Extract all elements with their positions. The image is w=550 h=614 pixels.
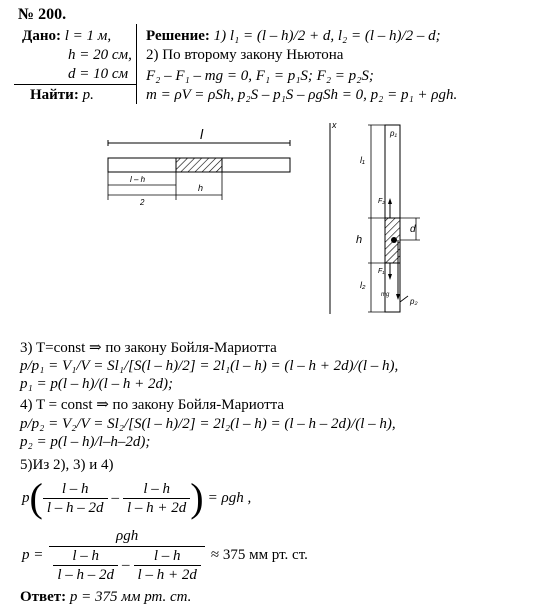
formula2-denominator (49, 546, 204, 584)
problem-number: № 200. (18, 6, 67, 23)
right-label-l2: l₂ (360, 280, 366, 290)
formula2-f1-den: l – h – 2d (53, 565, 118, 584)
vertical-tube-figure (318, 118, 430, 318)
left-label-h: h (198, 183, 204, 193)
right-label-p2: p₂ (410, 297, 418, 306)
formula1-p: p (22, 490, 30, 506)
right-label-l1: l₁ (360, 155, 365, 165)
given-d: d = 10 см (68, 66, 129, 82)
formula1-f2-den: l – h + 2d (123, 498, 190, 517)
formula2-f2-num: l – h (153, 547, 181, 564)
solution-line-1 (146, 27, 441, 45)
answer-label: Ответ: (20, 589, 67, 605)
solution-line-3: F₂ – F₁ – mg = 0, F₁ = p₁S; F₂ = p₂S; (146, 68, 374, 84)
right-label-F1: F₁ (378, 268, 385, 275)
given-h: h = 20 см, (68, 47, 132, 63)
left-label-l: l (200, 126, 204, 142)
formula1-right-paren: ) (190, 475, 204, 520)
right-label-p1: p₁ (390, 129, 397, 138)
formula2-top: ρgh (116, 527, 139, 544)
find-line (30, 86, 94, 104)
formula-1 (22, 473, 251, 523)
find-title: Найти: (30, 87, 79, 103)
right-label-d: d (410, 224, 416, 235)
formula2-lhs: p = (22, 547, 44, 563)
right-label-h: h (356, 234, 363, 246)
formula1-fraction-1 (43, 480, 108, 517)
step3-line-3: p₁ = p(l – h)/(l – h + 2d); (20, 376, 173, 392)
given-line-1 (22, 27, 111, 45)
answer-line (20, 588, 191, 606)
left-label-frac-den: 2 (140, 198, 145, 207)
formula2-fraction-2 (134, 547, 201, 584)
solution-title: Решение: (146, 28, 210, 44)
formula1-fraction-2 (123, 480, 190, 517)
step3-line-1: 3) T=const ⇒ по закону Бойля-Мариотта (20, 340, 277, 356)
step3-line-2: p/p₁ = V₁/V = Sl₁/[S(l – h)/2] = 2l₁(l – h) = (l – h + 2d)/(l – h), (20, 358, 399, 374)
formula2-minus: – (122, 557, 130, 573)
step4-line-3: p₂ = p(l – h)/l–h–2d); (20, 434, 151, 450)
formula2-big-fraction (49, 527, 204, 584)
formula1-left-paren: ( (29, 475, 43, 520)
formula-2 (22, 524, 308, 586)
solution-l-formula: 1) l₁ = (l – h)/2 + d, l₂ = (l – h)/2 – d; (213, 28, 441, 44)
formula1-f2-num: l – h (143, 480, 170, 497)
step4-line-2: p/p₂ = V₂/V = Sl₂/[S(l – h)/2] = 2l₂(l – h) = (l – h – 2d)/(l – h), (20, 416, 396, 432)
solution-line-2: 2) По второму закону Ньютона (146, 47, 344, 63)
given-l: l = 1 м, (64, 28, 112, 44)
formula1-minus: – (111, 490, 119, 506)
formula1-rhs: = ρgh , (207, 490, 252, 506)
given-vertical-divider (136, 24, 137, 104)
find-value: p. (82, 87, 94, 103)
horizontal-tube-figure (100, 125, 300, 210)
given-divider (14, 84, 136, 85)
formula2-rhs: ≈ 375 мм рт. ст. (210, 547, 308, 563)
given-title: Дано: (22, 28, 61, 44)
right-label-F2: F₂ (378, 198, 385, 205)
formula2-f1-num: l – h (72, 547, 100, 564)
step4-line-1: 4) T = const ⇒ по закону Бойля-Мариотта (20, 397, 285, 413)
formula2-fraction-1 (53, 547, 118, 584)
formula2-f2-den: l – h + 2d (134, 565, 201, 584)
solution-line-4: m = ρV = ρSh, p₂S – p₁S – ρgSh = 0, p₂ = p₁ + ρgh. (146, 87, 458, 103)
formula1-f1-den: l – h – 2d (43, 498, 108, 517)
right-label-x: x (332, 120, 337, 130)
left-label-frac-num: l – h (130, 175, 146, 184)
step5-line-1: 5)Из 2), 3) и 4) (20, 457, 114, 473)
right-label-mg: mg (381, 292, 390, 298)
answer-value: p = 375 мм рт. ст. (69, 589, 192, 605)
formula1-f1-num: l – h (61, 480, 89, 497)
